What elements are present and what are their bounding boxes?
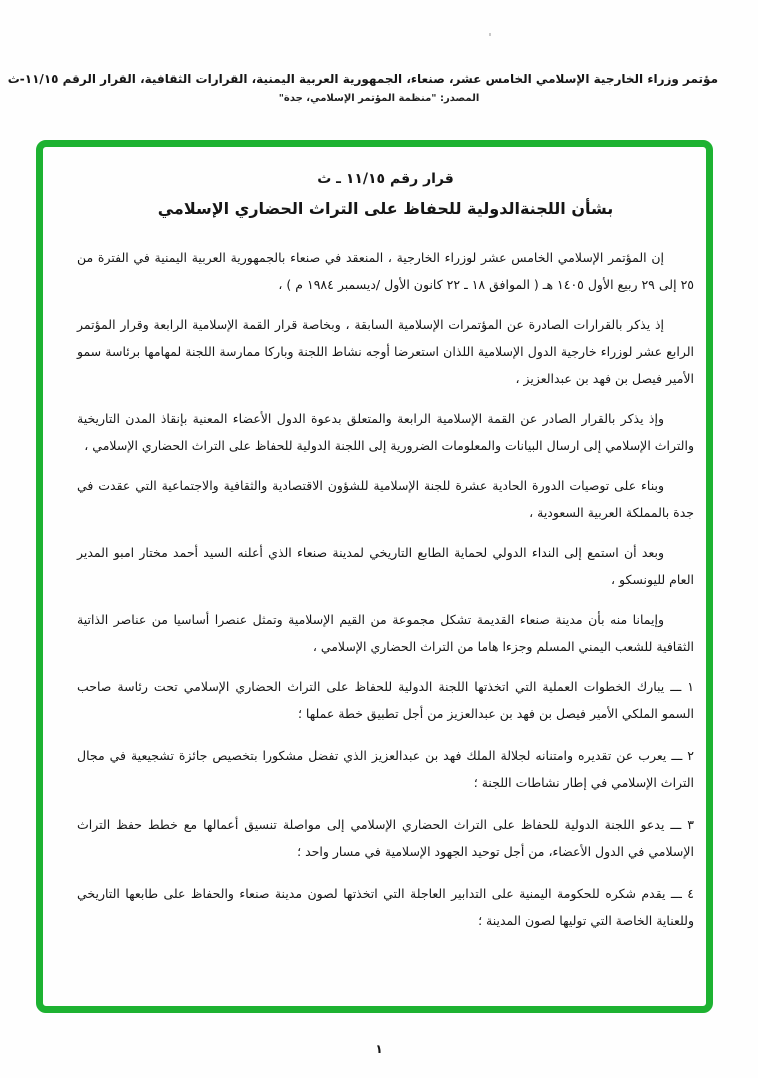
- resolution-number-title: قرار رقم ١١/١٥ ـ ث: [317, 171, 454, 187]
- operative-item-3: ٣ ـــ يدعو اللجنة الدولية للحفاظ على التراث الحضاري الإسلامي إلى مواصلة تنسيق أعمالها مع خطط حفظ التراث الإسلامي في الدول الأعضاء، من أجل توحيد الجهود الإسلامية في مسار واحد ؛: [77, 817, 694, 859]
- preamble-paragraph: إذ يذكر بالقرارات الصادرة عن المؤتمرات الإسلامية السابقة ، وبخاصة قرار القمة الإسلامية الرابعة وقرار المؤتمر الرابع عشر لوزراء خارجية الدول الإسلامية اللذان استعرضا أوجه نشاط اللجنة وباركا ممارسة اللجنة لمهامها برئاسة سمو الأمير فيصل بن فهد بن عبدالعزيز ،: [77, 317, 694, 386]
- operative-item-2: ٢ ـــ يعرب عن تقديره وامتنانه لجلالة الملك فهد بن عبدالعزيز الذي تفضل مشكورا بتخصيص جائزة تشجيعية في مجال التراث الإسلامي في إطار نشاطات اللجنة ؛: [77, 748, 694, 790]
- page-number: ١: [375, 1042, 383, 1056]
- scan-artifact: [489, 33, 491, 36]
- preamble-paragraph: وبناء على توصيات الدورة الحادية عشرة للجنة الإسلامية للشؤون الاقتصادية والثقافية والاجتماعية التي عقدت في جدة بالمملكة العربية السعودية ،: [77, 478, 694, 520]
- resolution-green-frame: [36, 140, 713, 1013]
- preamble-paragraph: وبعد أن استمع إلى النداء الدولي لحماية الطابع التاريخي لمدينة صنعاء الذي أعلنه السيد أحمد مختار امبو المدير العام لليونسكو ،: [77, 545, 694, 587]
- preamble-paragraph: وإذ يذكر بالقرار الصادر عن القمة الإسلامية الرابعة والمتعلق بدعوة الدول الأعضاء المعنية بإنقاذ المدن التاريخية والتراث الإسلامي إلى ارسال البيانات والمعلومات الضرورية إلى اللجنة الدولية للحفاظ على التراث الحضاري الإسلامي ،: [77, 411, 694, 453]
- operative-item-1: ١ ـــ يبارك الخطوات العملية التي اتخذتها اللجنة الدولية للحفاظ على التراث الحضاري الإسلامي تحت رئاسة صاحب السمو الملكي الأمير فيصل بن فهد بن عبدالعزيز من أجل تطبيق خطة عملها ؛: [77, 679, 694, 721]
- preamble-paragraph: إن المؤتمر الإسلامي الخامس عشر لوزراء الخارجية ، المنعقد في صنعاء بالجمهورية العربية اليمنية في الفترة من ٢٥ إلى ٢٩ ربيع الأول ١٤٠٥ هـ ( الموافق ١٨ ـ ٢٢ كانون الأول /ديسمبر ١٩٨٤ م ) ،: [77, 250, 694, 292]
- operative-item-4: ٤ ـــ يقدم شكره للحكومة اليمنية على التدابير العاجلة التي اتخذتها لصون مدينة صنعاء والحفاظ على طابعها التاريخي وللعناية الخاصة التي توليها لصون المدينة ؛: [77, 886, 694, 928]
- resolution-body: [43, 147, 706, 934]
- preamble-paragraph: وإيمانا منه بأن مدينة صنعاء القديمة تشكل مجموعة من القيم الإسلامية وتمثل عنصرا أساسيا من عناصر الذاتية الثقافية للشعب اليمني المسلم وجزءا هاما من التراث الحضاري الإسلامي ،: [77, 612, 694, 654]
- header-source-line: المصدر: "منظمة المؤتمر الإسلامي، جدة": [278, 93, 480, 104]
- header-citation-line: مؤتمر وزراء الخارجية الإسلامي الخامس عشر، صنعاء، الجمهورية العربية اليمنية، القرارات الثقافية، القرار الرقم ١١/١٥-ث: [7, 72, 718, 86]
- document-header: [7, 72, 718, 104]
- resolution-subject-title: بشأن اللجنةالدولية للحفاظ على التراث الحضاري الإسلامي: [157, 199, 614, 218]
